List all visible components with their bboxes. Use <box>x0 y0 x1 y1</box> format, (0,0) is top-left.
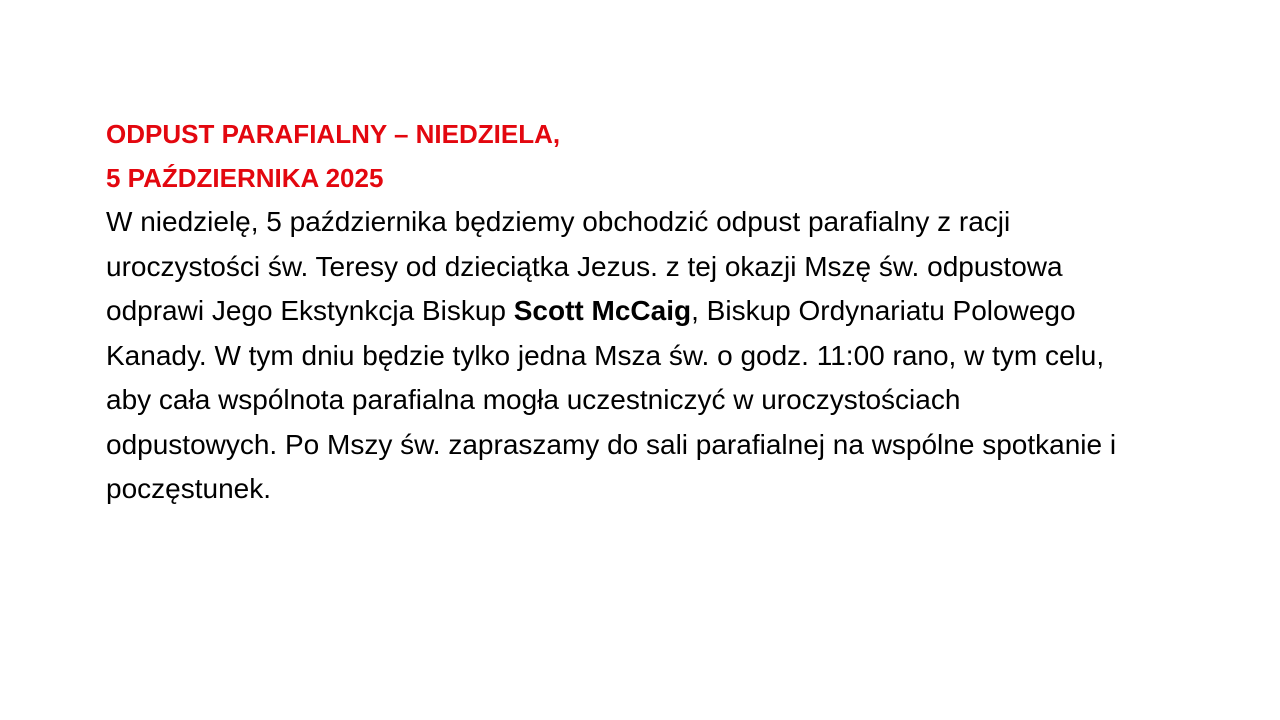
announcement-body-part-1: W niedzielę, 5 października będziemy obchodzić odpust parafialny z racji uroczystości św. Teresy od dzieciątka Jezus. z tej okazji Mszę św. odpustowa odprawi Jego Ekstynkcja Biskup <box>106 206 1063 326</box>
announcement-body <box>106 200 1136 512</box>
announcement-body-part-2: , Biskup Ordynariatu Polowego Kanady. W tym dniu będzie tylko jedna Msza św. o godz. 11:00 rano, w tym celu, aby cała wspólnota parafialna mogła uczestniczyć w uroczystościach odpustowych. Po Mszy św. zapraszamy do sali parafialnej na wspólne spotkanie i poczęstunek. <box>106 295 1117 504</box>
announcement-title-line-1: ODPUST PARAFIALNY – NIEDZIELA, <box>106 119 561 149</box>
announcement-title-line-2: 5 PAŹDZIERNIKA 2025 <box>106 163 384 193</box>
bishop-name: Scott McCaig <box>513 295 692 326</box>
announcement <box>106 112 1136 512</box>
